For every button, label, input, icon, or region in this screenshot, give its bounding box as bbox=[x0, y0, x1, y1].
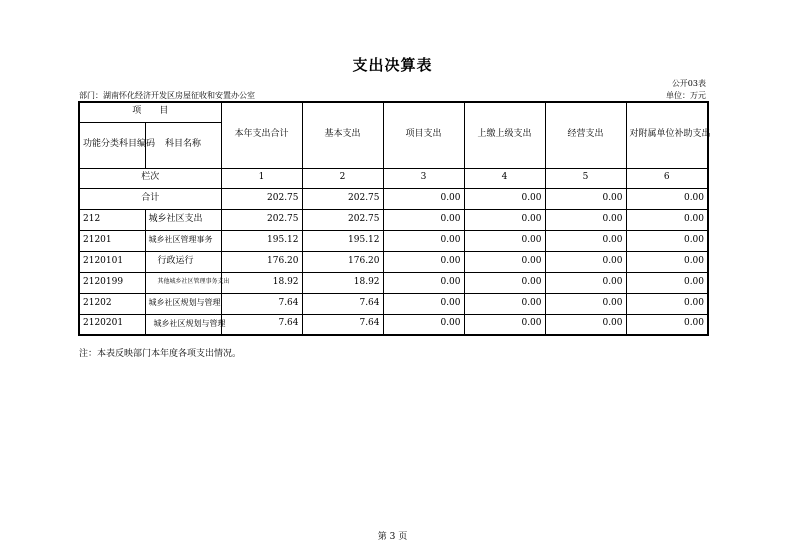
table-cell: 0.00 bbox=[383, 251, 464, 272]
col-num: 1 bbox=[221, 168, 302, 188]
table-cell: 0.00 bbox=[464, 209, 545, 230]
table-row bbox=[79, 293, 708, 314]
table-cell: 0.00 bbox=[545, 251, 626, 272]
col-num: 4 bbox=[464, 168, 545, 188]
table-cell: 0.00 bbox=[464, 251, 545, 272]
table-cell: 202.75 bbox=[302, 209, 383, 230]
page-title: 支出决算表 bbox=[352, 56, 433, 74]
table-row bbox=[79, 230, 708, 251]
table-cell: 0.00 bbox=[626, 314, 708, 335]
subject-name: 城乡社区管理事务 bbox=[145, 230, 221, 251]
table-cell: 0.00 bbox=[545, 272, 626, 293]
func-code: 2120101 bbox=[79, 251, 145, 272]
func-code: 212 bbox=[79, 209, 145, 230]
table-cell: 18.92 bbox=[302, 272, 383, 293]
table-cell: 202.75 bbox=[221, 209, 302, 230]
col-num: 5 bbox=[545, 168, 626, 188]
table-cell: 176.20 bbox=[221, 251, 302, 272]
table-cell: 0.00 bbox=[464, 230, 545, 251]
subject-name: 城乡社区支出 bbox=[145, 209, 221, 230]
table-cell: 7.64 bbox=[221, 293, 302, 314]
table-cell: 0.00 bbox=[464, 314, 545, 335]
header-row-1 bbox=[79, 102, 708, 122]
func-code: 21202 bbox=[79, 293, 145, 314]
func-code-header: 功能分类科目编码 bbox=[79, 122, 145, 168]
table-row bbox=[79, 314, 708, 335]
subject-name-header: 科目名称 bbox=[145, 122, 221, 168]
form-number: 公开03表 bbox=[671, 79, 706, 88]
table-cell: 0.00 bbox=[464, 272, 545, 293]
table-cell: 202.75 bbox=[221, 188, 302, 209]
table-cell: 0.00 bbox=[383, 188, 464, 209]
table-cell: 0.00 bbox=[626, 272, 708, 293]
business-header: 经营支出 bbox=[545, 102, 626, 168]
func-code: 2120199 bbox=[79, 272, 145, 293]
page-number: 第 3 页 bbox=[377, 532, 408, 542]
table-cell: 0.00 bbox=[545, 314, 626, 335]
total-header: 本年支出合计 bbox=[221, 102, 302, 168]
table-cell: 0.00 bbox=[545, 230, 626, 251]
table-cell: 0.00 bbox=[545, 293, 626, 314]
col-num: 6 bbox=[626, 168, 708, 188]
table-cell: 0.00 bbox=[626, 188, 708, 209]
table-cell: 0.00 bbox=[626, 209, 708, 230]
table-cell: 0.00 bbox=[383, 314, 464, 335]
table-cell: 7.64 bbox=[302, 293, 383, 314]
subject-name: 城乡社区规划与管理 bbox=[145, 314, 221, 335]
col-num: 2 bbox=[302, 168, 383, 188]
table-cell: 195.12 bbox=[302, 230, 383, 251]
table-cell: 0.00 bbox=[464, 188, 545, 209]
table-cell: 195.12 bbox=[221, 230, 302, 251]
table-cell: 0.00 bbox=[545, 188, 626, 209]
table-cell: 0.00 bbox=[626, 251, 708, 272]
col-num: 3 bbox=[383, 168, 464, 188]
table-cell: 0.00 bbox=[383, 230, 464, 251]
project-header: 项目支出 bbox=[383, 102, 464, 168]
basic-header: 基本支出 bbox=[302, 102, 383, 168]
upper-header: 上缴上级支出 bbox=[464, 102, 545, 168]
unit-label: 单位：万元 bbox=[666, 91, 706, 100]
expenditure-table bbox=[78, 101, 709, 336]
subject-name: 其他城乡社区管理事务支出 bbox=[145, 272, 221, 293]
func-code: 2120201 bbox=[79, 314, 145, 335]
subject-name: 城乡社区规划与管理 bbox=[145, 293, 221, 314]
table-cell: 0.00 bbox=[383, 272, 464, 293]
table-row bbox=[79, 251, 708, 272]
table-cell: 18.92 bbox=[221, 272, 302, 293]
table-cell: 7.64 bbox=[221, 314, 302, 335]
total-label: 合计 bbox=[79, 188, 221, 209]
func-code: 21201 bbox=[79, 230, 145, 251]
subsidy-header: 对附属单位补助支出 bbox=[626, 102, 708, 168]
table-cell: 0.00 bbox=[626, 293, 708, 314]
total-row bbox=[79, 188, 708, 209]
department-label: 部门：湖南怀化经济开发区房屋征收和安置办公室 bbox=[79, 91, 255, 100]
lanci-row bbox=[79, 168, 708, 188]
table-row bbox=[79, 272, 708, 293]
table-cell: 0.00 bbox=[464, 293, 545, 314]
table-cell: 0.00 bbox=[626, 230, 708, 251]
lanci-label: 栏次 bbox=[79, 168, 221, 188]
table-cell: 202.75 bbox=[302, 188, 383, 209]
item-header: 项 目 bbox=[79, 102, 221, 122]
table-cell: 0.00 bbox=[383, 209, 464, 230]
table-cell: 176.20 bbox=[302, 251, 383, 272]
table-cell: 0.00 bbox=[383, 293, 464, 314]
table-cell: 0.00 bbox=[545, 209, 626, 230]
table-row bbox=[79, 209, 708, 230]
subject-name: 行政运行 bbox=[145, 251, 221, 272]
table-note: 注：本表反映部门本年度各项支出情况。 bbox=[79, 349, 242, 359]
table-cell: 7.64 bbox=[302, 314, 383, 335]
